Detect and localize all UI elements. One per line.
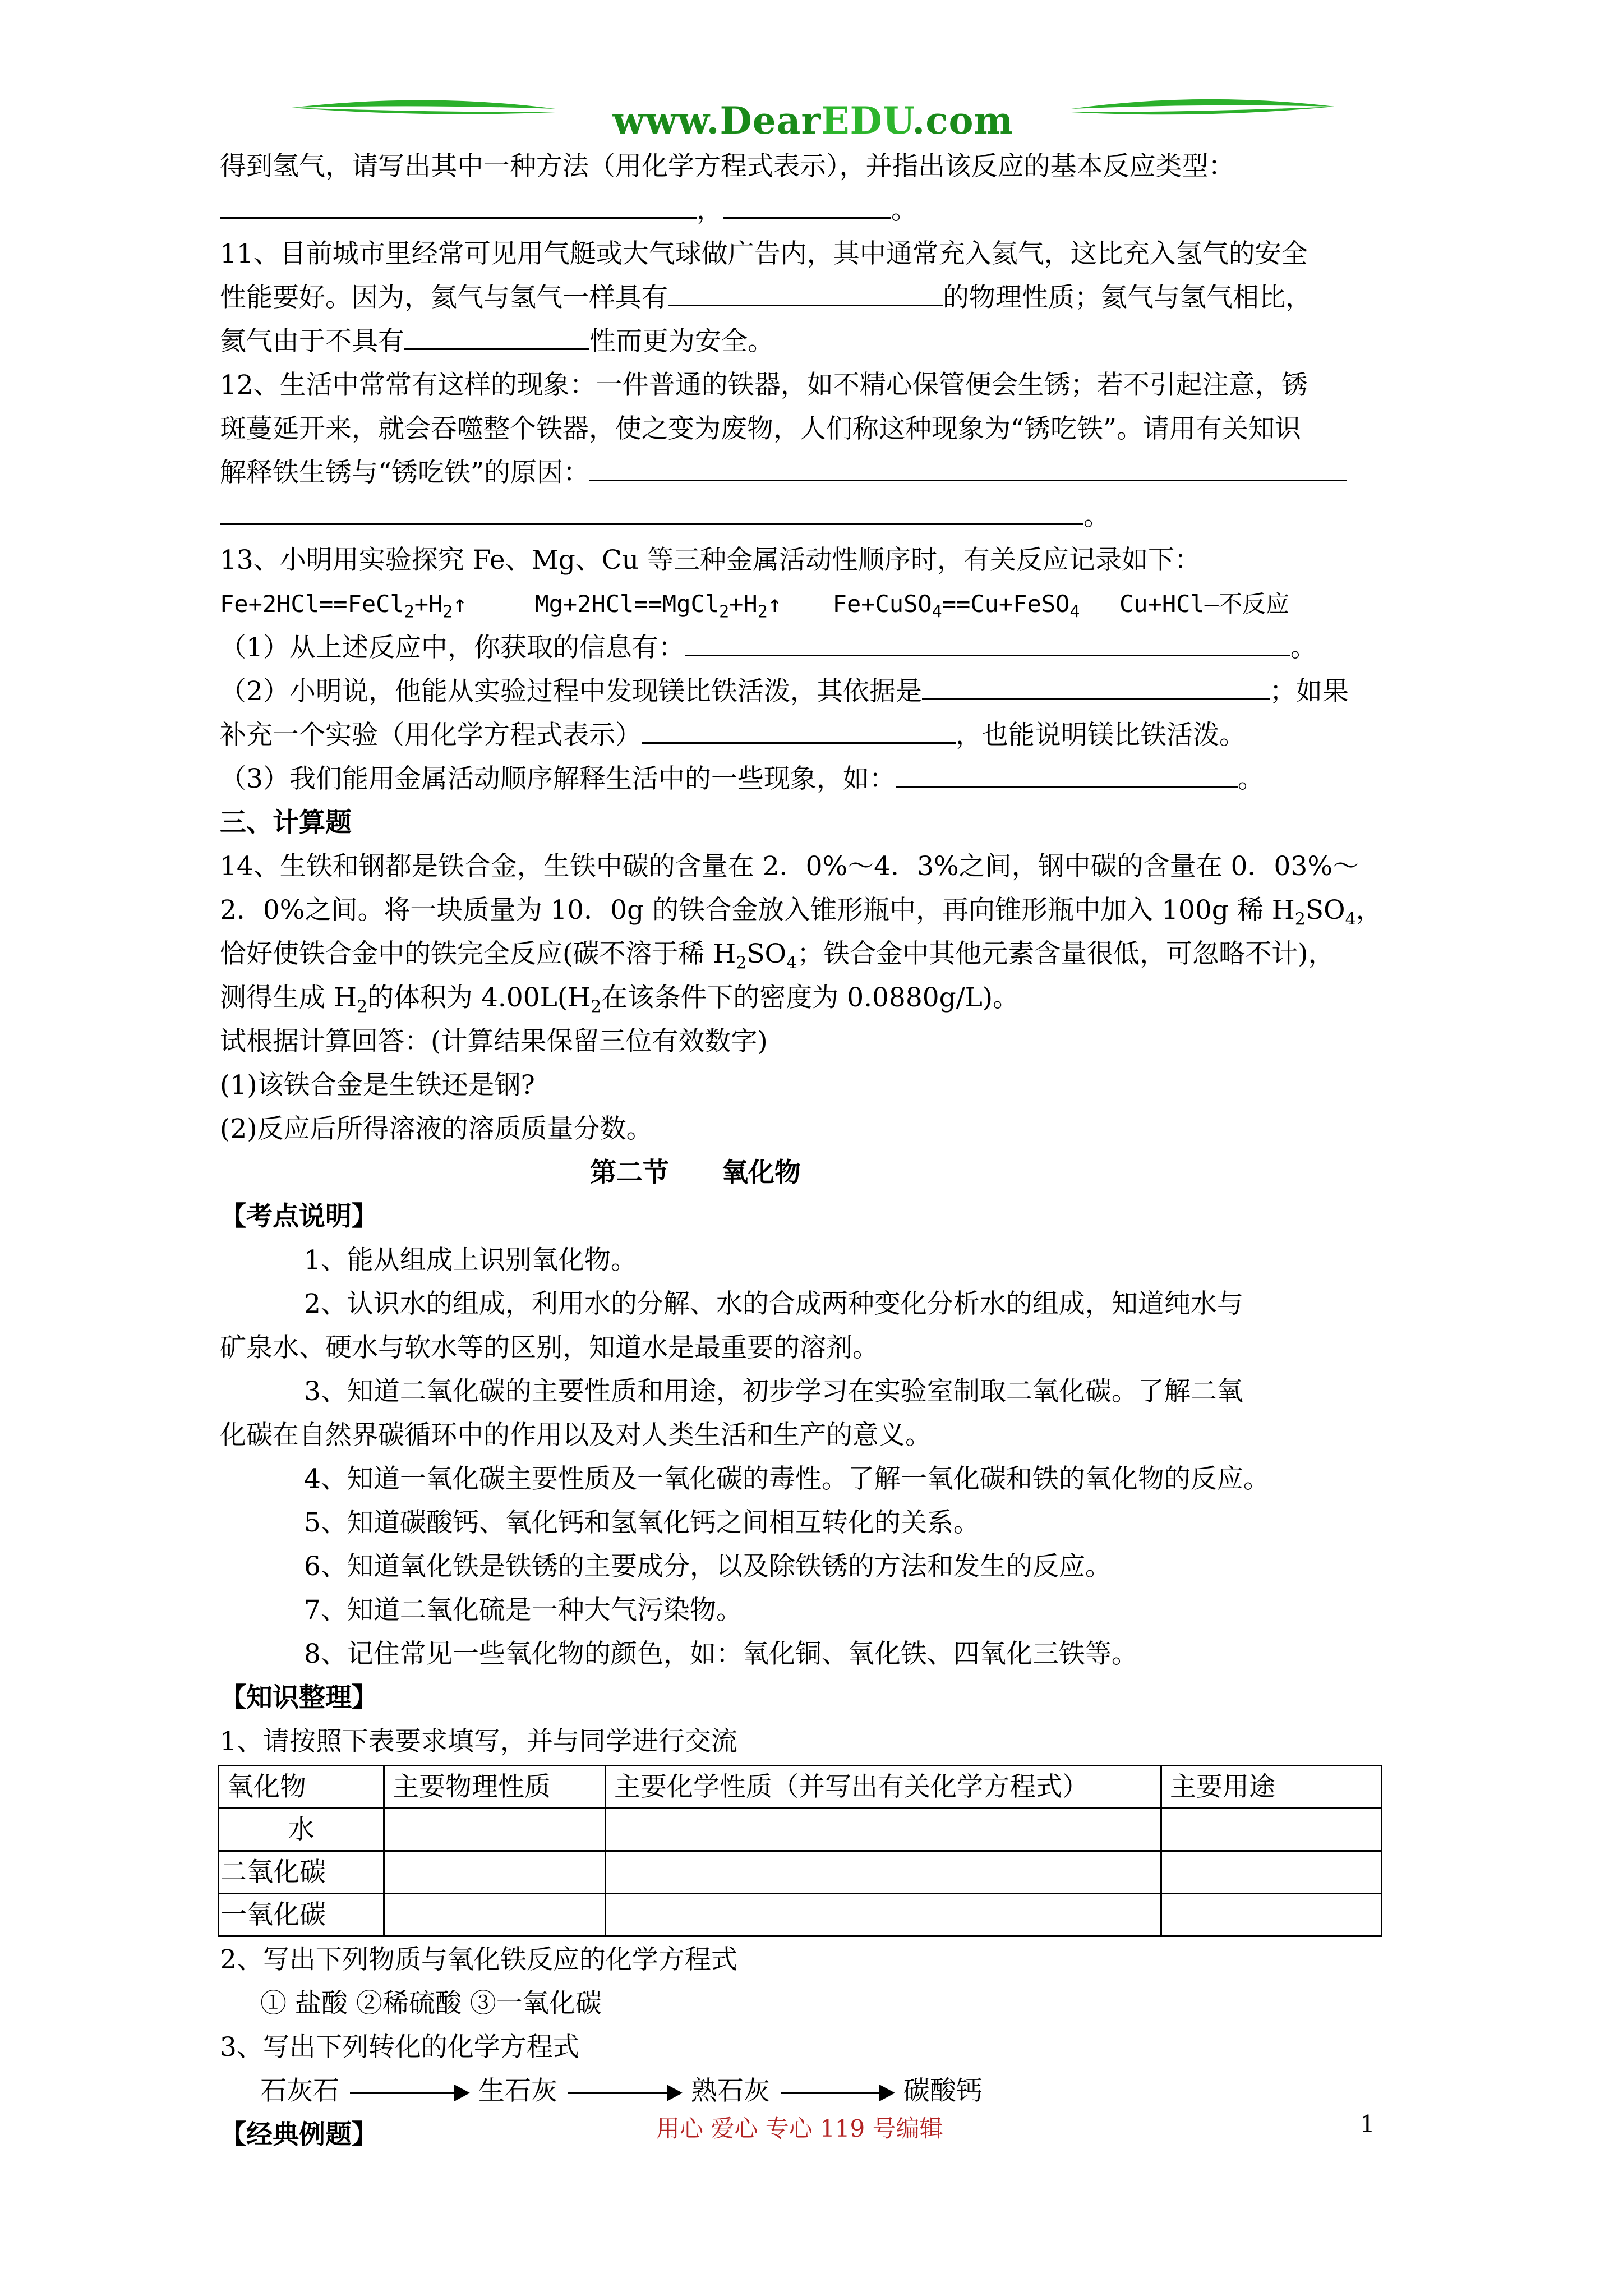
answer-blank (589, 455, 1347, 481)
list-item-continuation: 矿泉水、硬水与软水等的区别，知道水是最重要的溶剂。 (220, 1332, 879, 1363)
text-line: 恰好使铁合金中的铁完全反应(碳不溶于稀 $H_2SO_4$；铁合金中其他元素含量很低，可忽略不计)， (220, 938, 1335, 973)
question-11: 11、目前城市里经常可见用气艇或大气球做广告内，其中通常充入氦气，这比充入氢气的安全 (220, 238, 1308, 269)
subsection-heading: 【经典例题】 (220, 2119, 378, 2150)
table-cell: 一氧化碳 (219, 1894, 384, 1936)
text-line: 测得生成 $H_2$的体积为 $4.00L(H_2$在该条件下的密度为 0.0880g/L)。 (220, 982, 1020, 1017)
document-body (220, 145, 1420, 2157)
table-cell[interactable] (606, 1894, 1161, 1936)
text-line: 性能要好。因为，氦气与氢气一样具有 的物理性质；氦气与氢气相比， (220, 276, 1420, 320)
answer-blank (220, 499, 1083, 525)
table-cell[interactable] (384, 1894, 606, 1936)
question-13: 13、小明用实验探究 Fe、Mg、Cu 等三种金属活动性顺序时，有关反应记录如下： (220, 545, 1201, 576)
answer-blank (896, 761, 1238, 788)
table-cell[interactable] (1161, 1809, 1382, 1851)
table-header-cell: 主要化学性质（并写出有关化学方程式） (606, 1766, 1161, 1809)
text-line: 2、写出下列物质与氧化铁反应的化学方程式 (220, 1944, 737, 1975)
table-row (219, 1851, 1382, 1894)
chain-item: 碳酸钙 (903, 2076, 983, 2106)
answer-blank (220, 192, 697, 219)
list-item: 8、记住常见一些氧化物的颜色，如：氧化铜、氧化铁、四氧化三铁等。 (304, 1639, 1138, 1669)
table-cell[interactable] (384, 1809, 606, 1851)
list-item: 1、能从组成上识别氧化物。 (304, 1245, 637, 1276)
section-heading: 三、计算题 (220, 807, 352, 838)
answer-blank-line: 。 (220, 495, 1420, 539)
table-row (219, 1894, 1382, 1936)
list-item-continuation: 化碳在自然界碳循环中的作用以及对人类生活和生产的意义。 (220, 1420, 932, 1451)
list-item: 5、知道碳酸钙、氧化钙和氢氧化钙之间相互转化的关系。 (304, 1507, 980, 1538)
text-line: 斑蔓延开来，就会吞噬整个铁器，使之变为废物，人们称这种现象为“锈吃铁”。请用有关知识 (220, 413, 1302, 444)
arrow-right-icon (781, 2092, 893, 2094)
table-header-cell: 主要物理性质 (384, 1766, 606, 1809)
page-number: 1 (1360, 2110, 1375, 2138)
table-cell: 二氧化碳 (219, 1851, 384, 1894)
text-line: （3）我们能用金属活动顺序解释生活中的一些现象，如： 。 (220, 757, 1420, 801)
reaction-records: $Fe+2HCl==FeCl_2+H_2↑$ $Mg+2HCl==MgCl_2+H_2↑$ Fe+CuSO$_4$==Cu+FeSO$_4$ Cu+HCl—不反应 (220, 590, 1289, 622)
oxide-table (218, 1765, 1382, 1937)
arrow-right-icon (568, 2092, 680, 2094)
answer-blank-line: ， 。 (220, 188, 1420, 232)
text-line: 1、请按照下表要求填写，并与同学进行交流 (220, 1726, 737, 1757)
list-item: 3、知道二氧化碳的主要性质和用途，初步学习在实验室制取二氧化碳。了解二氧 (304, 1376, 1243, 1407)
text-line: 2．0%之间。将一块质量为 10．0g 的铁合金放入锥形瓶中，再向锥形瓶中加入 100g 稀 $H_2SO_4$， (220, 895, 1382, 930)
table-header-cell: 氧化物 (219, 1766, 384, 1809)
answer-blank (668, 280, 943, 306)
section-title: 第二节 氧化物 (590, 1157, 801, 1188)
list-item: 6、知道氧化铁是铁锈的主要成分，以及除铁锈的方法和发生的反应。 (304, 1551, 1112, 1582)
list-item: 7、知道二氧化硫是一种大气污染物。 (304, 1595, 743, 1626)
text-line: (2)反应后所得溶液的溶质质量分数。 (220, 1114, 653, 1144)
table-cell: 水 (219, 1809, 384, 1851)
arrow-right-icon (350, 2092, 468, 2094)
answer-blank (685, 630, 1290, 656)
text-line: （1）从上述反应中，你获取的信息有： 。 (220, 626, 1420, 670)
list-item: 2、认识水的组成，利用水的分解、水的合成两种变化分析水的组成，知道纯水与 (304, 1289, 1243, 1319)
text-line: 试根据计算回答：(计算结果保留三位有效数字) (220, 1026, 768, 1057)
text-line: 3、写出下列转化的化学方程式 (220, 2032, 579, 2063)
table-row (219, 1809, 1382, 1851)
answer-blank (642, 717, 956, 744)
subsection-heading: 【知识整理】 (220, 1682, 378, 1713)
answer-blank (723, 192, 891, 219)
text-line: （2）小明说，他能从实验过程中发现镁比铁活泼，其依据是 ；如果 (220, 670, 1420, 714)
question-12: 12、生活中常常有这样的现象：一件普通的铁器，如不精心保管便会生锈；若不引起注意，锈 (220, 370, 1308, 401)
text-line: 得到氢气，请写出其中一种方法（用化学方程式表示），并指出该反应的基本反应类型： (220, 151, 1235, 182)
text-line: (1)该铁合金是生铁还是钢? (220, 1070, 535, 1101)
table-cell[interactable] (606, 1851, 1161, 1894)
text-line: 氦气由于不具有 性而更为安全。 (220, 320, 1420, 364)
table-cell[interactable] (1161, 1894, 1382, 1936)
table-header-row (219, 1766, 1382, 1809)
list-item: 4、知道一氧化碳主要性质及一氧化碳的毒性。了解一氧化碳和铁的氧化物的反应。 (304, 1464, 1270, 1494)
text-line: 解释铁生锈与“锈吃铁”的原因： (220, 451, 1420, 495)
subsection-heading: 【考点说明】 (220, 1201, 378, 1232)
table-cell[interactable] (384, 1851, 606, 1894)
table-header-cell: 主要用途 (1161, 1766, 1382, 1809)
page-footer: 用心 爱心 专心 119 号编辑 (656, 2115, 943, 2142)
chain-item: 石灰石 (260, 2076, 339, 2106)
chain-item: 生石灰 (478, 2076, 557, 2106)
answer-blank (404, 324, 589, 350)
table-cell[interactable] (1161, 1851, 1382, 1894)
answer-blank (922, 674, 1270, 700)
chain-item: 熟石灰 (690, 2076, 770, 2106)
conversion-chain (220, 2069, 1420, 2113)
text-line: ① 盐酸 ②稀硫酸 ③一氧化碳 (260, 1988, 602, 2019)
site-brand: www.DearEDU.com (612, 99, 1014, 142)
table-cell[interactable] (606, 1809, 1161, 1851)
question-14: 14、生铁和钢都是铁合金，生铁中碳的含量在 2．0%～4．3%之间，钢中碳的含量在 0．03%～ (220, 851, 1359, 882)
text-line: 补充一个实验（用化学方程式表示） ，也能说明镁比铁活泼。 (220, 714, 1420, 757)
